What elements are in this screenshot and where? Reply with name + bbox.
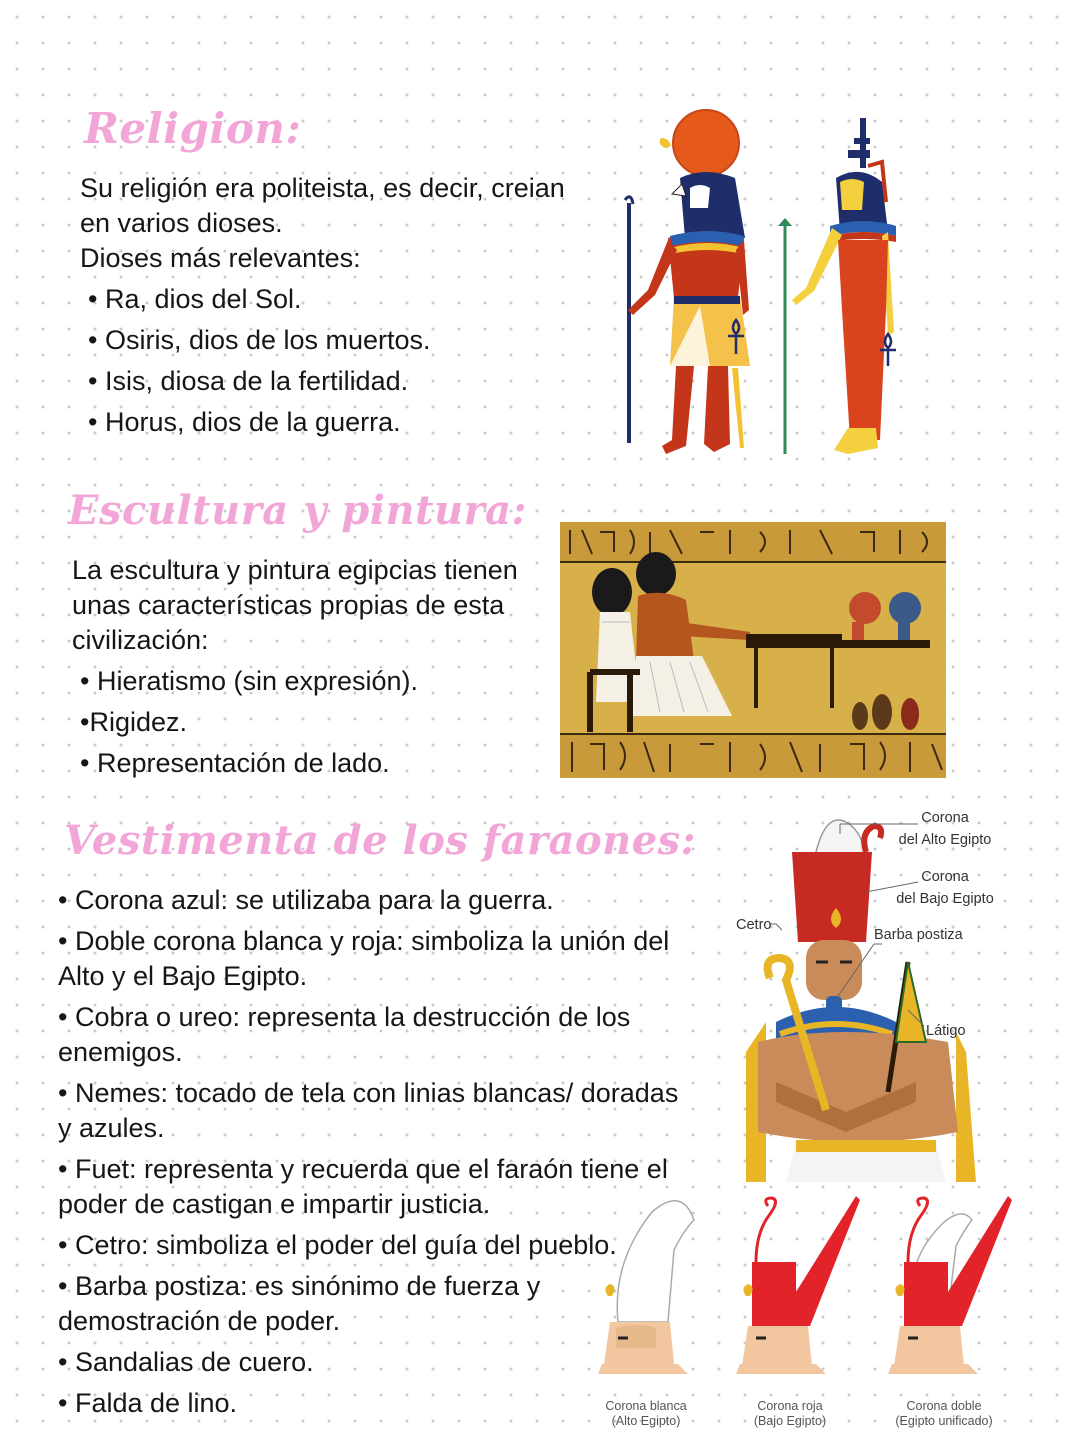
vestimenta-text xyxy=(58,883,690,1421)
list-item: • Cetro: simboliza el poder del guía del pueblo. xyxy=(58,1230,617,1260)
list-item: • Nemes: tocado de tela con linias blancas/ doradas y azules. xyxy=(58,1078,679,1143)
list-item: • Falda de lino. xyxy=(58,1388,238,1418)
label-corona-alto-line2: del Alto Egipto xyxy=(898,832,992,848)
list-item: • Ra, dios del Sol. xyxy=(88,284,302,314)
escultura-list xyxy=(80,664,542,781)
crown-double-illustration xyxy=(888,1192,1018,1377)
religion-intro: Su religión era politeista, es decir, creian en varios dioses. xyxy=(80,173,565,238)
crown-caption-line1: Corona doble xyxy=(906,1399,982,1413)
list-item: • Isis, diosa de la fertilidad. xyxy=(88,366,409,396)
crown-caption-double xyxy=(884,1399,1004,1429)
crown-red-illustration xyxy=(736,1192,864,1377)
label-cetro: Cetro xyxy=(736,917,772,933)
crown-caption-white xyxy=(590,1399,702,1429)
escultura-intro: La escultura y pintura egipcias tienen unas características propias de esta civilización: xyxy=(72,555,518,655)
list-item: • Representación de lado. xyxy=(80,748,390,778)
religion-text xyxy=(80,171,600,440)
list-item: • Barba postiza: es sinónimo de fuerza y demostración de poder. xyxy=(58,1271,541,1336)
label-corona-alto-line1: Corona xyxy=(921,810,969,826)
egyptian-gods-illustration xyxy=(610,108,910,458)
label-corona-bajo-line2: del Bajo Egipto xyxy=(896,891,994,907)
crown-caption-line2: (Bajo Egipto) xyxy=(753,1414,827,1428)
escultura-text xyxy=(72,553,542,781)
list-item: • Corona azul: se utilizaba para la guerra. xyxy=(58,885,554,915)
label-latigo: Látigo xyxy=(926,1023,966,1039)
list-item: • Hieratismo (sin expresión). xyxy=(80,666,419,696)
list-item: • Horus, dios de la guerra. xyxy=(88,407,401,437)
list-item: • Osiris, dios de los muertos. xyxy=(88,325,431,355)
label-barba-postiza: Barba postiza xyxy=(874,927,963,943)
crown-caption-line1: Corona roja xyxy=(757,1399,823,1413)
list-item: • Sandalias de cuero. xyxy=(58,1347,314,1377)
crown-caption-line2: (Alto Egipto) xyxy=(611,1414,681,1428)
label-corona-alto xyxy=(896,809,994,849)
crown-caption-line2: (Egipto unificado) xyxy=(895,1414,993,1428)
crown-white-illustration xyxy=(598,1192,708,1377)
list-item: •Rigidez. xyxy=(80,707,187,737)
list-item: • Doble corona blanca y roja: simboliza la unión del Alto y el Bajo Egipto. xyxy=(58,926,670,991)
label-corona-bajo-line1: Corona xyxy=(921,869,969,885)
label-corona-bajo xyxy=(896,868,994,908)
list-item: • Fuet: representa y recuerda que el faraón tiene el poder de castigan e impartir justicia. xyxy=(58,1154,668,1219)
crown-caption-line1: Corona blanca xyxy=(605,1399,687,1413)
religion-subheading: Dioses más relevantes: xyxy=(80,243,361,273)
vestimenta-heading: Vestimenta de los faraones: xyxy=(64,817,696,864)
escultura-heading: Escultura y pintura: xyxy=(68,487,527,534)
gods-list xyxy=(88,282,600,440)
vestimenta-list xyxy=(58,883,690,1421)
religion-heading: Religion: xyxy=(84,104,302,153)
crown-caption-red xyxy=(740,1399,840,1429)
list-item: • Cobra o ureo: representa la destrucción de los enemigos. xyxy=(58,1002,631,1067)
egyptian-painting-image xyxy=(560,522,946,778)
